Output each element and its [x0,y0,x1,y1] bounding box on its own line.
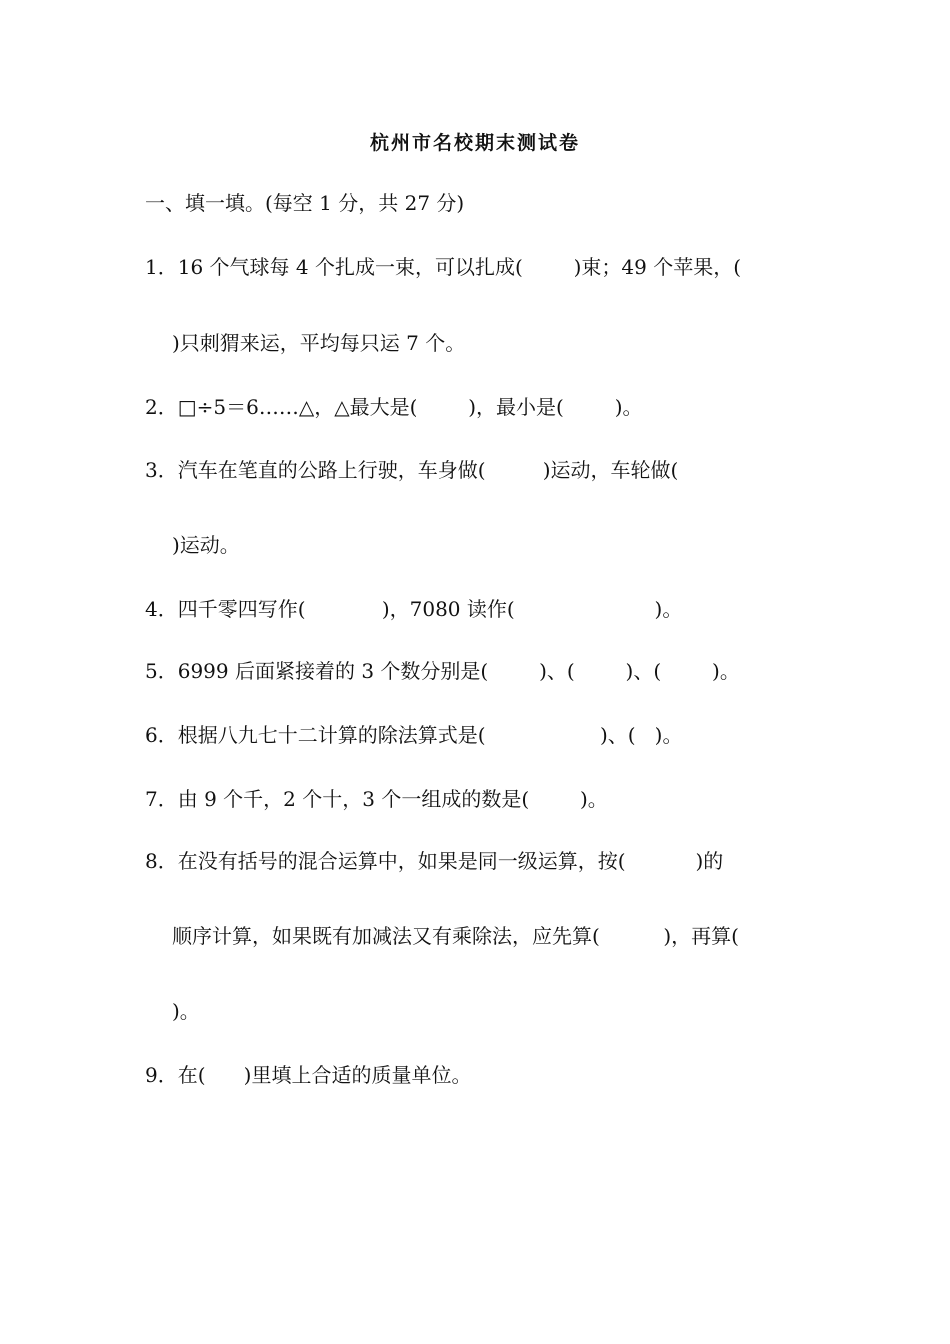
question-7: 7．由 9 个千，2 个十，3 个一组成的数是( )。 [145,787,608,811]
question-8-line-3: )。 [172,999,200,1023]
question-3-line-1: 3．汽车在笔直的公路上行驶，车身做( )运动，车轮做( [145,458,679,482]
question-5: 5．6999 后面紧接着的 3 个数分别是( )、( )、( )。 [145,659,740,683]
page-title: 杭州市名校期末测试卷 [369,132,580,154]
question-8-line-1: 8．在没有括号的混合运算中，如果是同一级运算，按( )的 [145,849,724,873]
question-3-line-2: )运动。 [172,533,240,557]
question-4: 4．四千零四写作( )，7080 读作( )。 [145,597,683,621]
question-1-line-1: 1．16 个气球每 4 个扎成一束，可以扎成( )束；49 个苹果，( [145,255,742,279]
question-9: 9．在( )里填上合适的质量单位。 [145,1063,472,1087]
question-2: 2．□÷5＝6……△，△最大是( )，最小是( )。 [145,395,643,419]
question-6: 6．根据八九七十二计算的除法算式是( )、( )。 [145,723,683,747]
section-heading: 一、填一填。(每空 1 分，共 27 分) [145,191,465,215]
question-8-line-2: 顺序计算，如果既有加减法又有乘除法，应先算( )，再算( [172,924,739,948]
question-1-line-2: )只刺猬来运，平均每只运 7 个。 [172,331,466,355]
